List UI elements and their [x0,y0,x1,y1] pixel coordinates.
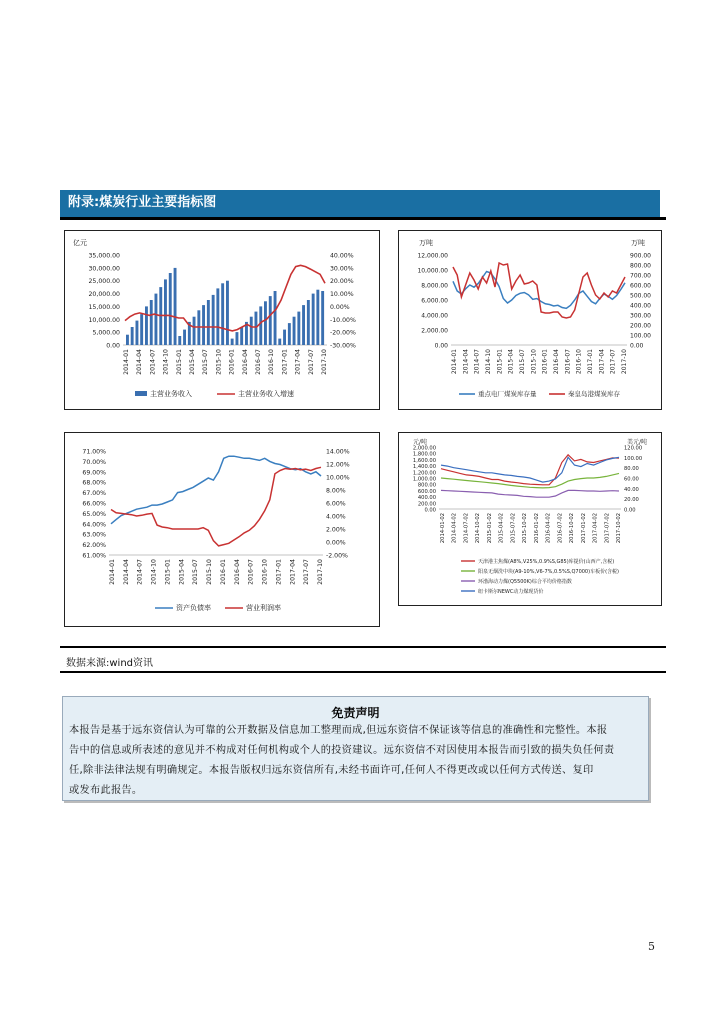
revenue-bar [145,306,148,345]
right-tick-label: 500.00 [630,292,651,300]
legend-label: 资产负债率 [176,604,211,612]
x-tick-label: 2014-07 [473,349,481,375]
right-tick-label: 30.00% [330,265,354,273]
right-axis-unit: 美元/吨 [626,439,647,446]
right-tick-label: 0.00 [624,507,636,514]
revenue-bar [302,305,305,345]
right-tick-label: -30.00% [330,342,356,350]
revenue-bar [164,279,167,345]
source-rule-bottom [60,671,666,673]
x-tick-label: 2016-04 [241,349,249,375]
left-tick-label: 70.00% [82,458,106,466]
x-tick-label: 2016-01 [228,349,236,375]
x-tick-label: 2014-01-02 [440,513,446,544]
revenue-bar [155,294,158,345]
right-tick-label: 600.00 [630,282,651,290]
left-tick-label: 200.00 [417,501,436,508]
revenue-bar [264,301,267,345]
revenue-bar [240,327,243,345]
right-tick-label: 800.00 [630,262,651,270]
revenue-bar [174,268,177,345]
left-tick-label: 65.00% [82,510,106,518]
x-tick-label: 2017-10 [321,349,328,375]
revenue-bar [131,327,134,345]
x-tick-label: 2017-10 [317,559,324,585]
right-tick-label: -2.00% [326,552,348,560]
x-tick-label: 2016-10 [575,349,583,375]
x-tick-label: 2015-01 [175,349,183,375]
revenue-bar [150,300,153,345]
revenue-bar [212,295,215,345]
left-tick-label: 30,000.00 [88,265,120,273]
disclaimer-line: 任,除非法律法规有明确规定。本报告版权归远东资信所有,未经书面许可,任何人不得更改或以任何方式传送、复印 [69,765,594,776]
legend-label: 天津港主焦煤(A8%,V25%,0.9%S,G85)库提价(山西产,含税) [478,559,615,565]
right-tick-label: 40.00 [624,486,639,493]
revenue-bar [221,283,224,345]
x-tick-label: 2014-04 [136,349,144,375]
left-tick-label: 600.00 [417,488,436,495]
revenue-bar [231,339,234,345]
left-tick-label: 63.00% [82,531,106,539]
revenue-bar [269,296,272,345]
x-tick-label: 2016-04-02 [545,513,552,544]
x-tick-label: 2017-01 [587,349,594,375]
left-tick-label: 62.00% [82,542,106,550]
left-tick-label: 69.00% [82,469,106,477]
x-tick-label: 2014-07 [136,559,144,585]
right-tick-label: 20.00 [624,497,639,504]
x-tick-label: 2014-01 [123,349,130,375]
left-tick-label: 5,000.00 [92,329,120,337]
left-tick-label: 2,000.00 [412,445,436,452]
inventory-chart-frame [398,230,662,410]
x-tick-label: 2016-04 [233,559,241,585]
left-axis-unit: 万吨 [419,239,433,247]
right-tick-label: 4.00% [326,513,346,521]
revenue-bar [183,330,186,345]
x-tick-label: 2014-04 [462,349,470,375]
legend-label: 环渤海动力煤(Q5500K)综合平均价格指数 [478,579,572,585]
left-tick-label: 35,000.00 [88,252,120,260]
series-line [453,263,625,318]
debt-profit-chart-frame [64,432,380,627]
legend-label: 主营业务收入 [150,390,192,398]
x-tick-label: 2015-07 [192,559,200,585]
left-tick-label: 12,000.00 [417,252,448,260]
legend-swatch-bar [135,391,147,396]
x-tick-label: 2017-07 [303,559,311,585]
right-tick-label: 0.00% [326,539,346,547]
revenue-bar [236,332,239,345]
left-tick-label: 0.00 [434,342,448,350]
page-number: 5 [648,940,655,953]
legend-label: 重点电厂煤炭库存量 [478,390,537,398]
x-tick-label: 2015-04 [178,559,186,585]
x-tick-label: 2016-10-02 [569,513,576,544]
revenue-bar [226,281,229,345]
left-tick-label: 66.00% [82,500,106,508]
x-tick-label: 2017-01-02 [580,513,587,544]
source-rule-top [60,646,666,648]
x-tick-label: 2016-10 [261,559,269,585]
x-tick-label: 2014-10 [162,349,170,375]
x-tick-label: 2016-07 [255,349,262,375]
x-tick-label: 2016-10 [268,349,276,375]
right-tick-label: 12.00% [326,461,350,469]
x-tick-label: 2017-04 [598,349,606,375]
x-tick-label: 2015-10 [215,349,223,375]
left-tick-label: 71.00% [82,448,106,456]
x-tick-label: 2017-07-02 [604,513,611,544]
x-tick-label: 2015-07-02 [510,513,517,544]
left-tick-label: 25,000.00 [88,278,120,286]
revenue-bar [216,288,219,345]
x-tick-label: 2014-04-02 [451,513,458,544]
right-tick-label: 0.00 [630,342,644,350]
x-tick-label: 2016-07 [247,559,255,585]
revenue-bar [178,336,181,345]
right-tick-label: 40.00% [330,252,354,260]
left-axis-unit: 元/吨 [413,439,428,446]
price-chart [399,433,661,605]
disclaimer-line: 告中的信息或所表述的意见并不构成对任何机构或个人的投资建议。远东资信不对因使用本报告而引致的损失负任何责 [69,745,615,756]
revenue-bar [259,306,262,345]
legend-label: 营业利润率 [246,604,281,612]
right-tick-label: 8.00% [326,487,346,495]
price-chart-frame [398,432,662,606]
x-tick-label: 2015-01 [496,349,504,375]
right-tick-label: 700.00 [630,272,651,280]
left-tick-label: 0.00 [424,507,436,514]
debt-profit-chart [65,433,379,626]
left-tick-label: 2,000.00 [421,327,448,335]
series-line [111,456,321,524]
revenue-bar [169,273,172,345]
inventory-chart [399,231,661,409]
x-tick-label: 2015-07 [519,349,526,375]
right-tick-label: 200.00 [630,322,651,330]
right-tick-label: 10.00% [330,291,354,299]
revenue-bar [288,323,291,345]
x-tick-label: 2014-10-02 [475,513,482,544]
left-tick-label: 1,800.00 [412,451,436,458]
right-tick-label: 100.00 [624,455,643,462]
revenue-bar [136,321,139,345]
left-tick-label: 1,000.00 [412,476,436,483]
x-tick-label: 2014-01 [109,559,116,585]
left-tick-label: 67.00% [82,490,106,498]
x-tick-label: 2014-07 [149,349,157,375]
left-tick-label: 15,000.00 [88,303,120,311]
right-tick-label: 80.00 [624,466,639,473]
disclaimer-title: 免责声明 [331,706,380,720]
x-tick-label: 2014-10 [485,349,492,375]
x-tick-label: 2016-01 [541,349,549,375]
revenue-bar [312,294,315,345]
x-tick-label: 2017-10 [621,349,628,375]
x-tick-label: 2017-07 [609,349,617,375]
x-tick-label: 2017-04 [294,349,302,375]
x-tick-label: 2015-04-02 [498,513,505,544]
x-tick-label: 2015-10 [530,349,538,375]
left-tick-label: 10,000.00 [417,267,448,275]
x-tick-label: 2015-10-02 [522,513,529,544]
revenue-bar [202,305,205,345]
left-tick-label: 1,400.00 [412,464,436,471]
revenue-bar [193,317,196,345]
revenue-bar [307,300,310,345]
revenue-bar [207,300,210,345]
revenue-bar [278,339,281,345]
series-line [441,490,619,497]
series-line [111,467,321,546]
revenue-bar [297,312,300,345]
x-tick-label: 2015-01-02 [486,513,493,544]
right-tick-label: 300.00 [630,312,651,320]
x-tick-label: 2016-01-02 [533,513,540,544]
left-tick-label: 1,200.00 [412,470,436,477]
legend-label: 秦皇岛港煤炭库存 [568,390,620,398]
revenue-bar [321,291,324,345]
x-tick-label: 2017-04-02 [592,513,599,544]
disclaimer-line: 或发布此报告。 [69,785,143,796]
right-axis-unit: 万吨 [631,239,645,247]
revenue-bar [140,314,143,345]
right-tick-label: 0.00% [330,303,350,311]
revenue-chart-frame [64,230,380,410]
left-tick-label: 61.00% [82,552,106,560]
right-tick-label: -20.00% [330,329,356,337]
revenue-bar [316,290,319,345]
left-tick-label: 64.00% [82,521,106,529]
x-tick-label: 2016-07 [564,349,572,375]
x-tick-label: 2014-01 [451,349,458,375]
legend-label: 纽卡斯尔NEWC动力煤现货价 [478,589,544,595]
disclaimer-line: 本报告是基于远东资信认为可靠的公开数据及信息加工整理而成,但远东资信不保证该等信息的准确性和完整性。本报 [69,725,608,736]
disclaimer-body [69,721,643,801]
revenue-bar [250,317,253,345]
data-source: 数据来源:wind资讯 [66,658,154,669]
x-tick-label: 2014-04 [122,559,130,585]
right-tick-label: 6.00% [326,500,346,508]
disclaimer-box [62,696,649,801]
x-tick-label: 2014-10 [150,559,158,585]
revenue-bar [293,317,296,345]
left-tick-label: 6,000.00 [421,297,448,305]
x-tick-label: 2016-04 [553,349,560,375]
right-tick-label: 60.00 [624,476,639,483]
revenue-bar [126,335,129,345]
x-tick-label: 2016-07-02 [557,513,564,544]
right-tick-label: 120.00 [624,445,643,452]
x-tick-label: 2015-04 [189,349,196,375]
right-tick-label: 2.00% [326,526,346,534]
legend-label: 阳泉无烟洗中块(A9-10%,V6-7%,0.5%S,Q7000)车板价(含税) [478,569,619,575]
x-tick-label: 2017-01 [281,349,289,375]
right-tick-label: 20.00% [330,278,354,286]
revenue-chart [65,231,379,409]
revenue-bar [255,312,258,345]
right-tick-label: -10.00% [330,316,356,324]
revenue-bar [283,330,286,345]
left-tick-label: 0.00 [106,342,120,350]
x-tick-label: 2015-10 [206,559,214,585]
left-tick-label: 10,000.00 [88,316,120,324]
x-tick-label: 2016-01 [219,559,227,585]
x-tick-label: 2015-07 [202,349,210,375]
x-tick-label: 2015-01 [164,559,172,585]
section-header-underline [60,217,666,220]
x-tick-label: 2017-10-02 [616,513,622,544]
revenue-bar [274,291,277,345]
left-tick-label: 4,000.00 [421,312,448,320]
legend-label: 主营业务收入增速 [238,390,294,398]
right-tick-label: 10.00% [326,474,350,482]
x-tick-label: 2017-04 [289,559,297,585]
left-axis-unit: 亿元 [73,239,87,247]
x-tick-label: 2014-07-02 [463,513,470,544]
x-tick-label: 2017-07 [307,349,315,375]
left-tick-label: 8,000.00 [421,282,448,290]
section-title: 附录:煤炭行业主要指标图 [68,195,217,210]
left-tick-label: 1,600.00 [412,457,436,464]
right-tick-label: 900.00 [630,252,651,260]
left-tick-label: 800.00 [417,482,436,489]
right-tick-label: 14.00% [326,448,350,456]
right-tick-label: 100.00 [630,332,651,340]
left-tick-label: 68.00% [82,479,106,487]
right-tick-label: 400.00 [630,302,651,310]
x-tick-label: 2015-04 [507,349,515,375]
left-tick-label: 400.00 [417,495,436,502]
x-tick-label: 2017-01 [275,559,283,585]
left-tick-label: 20,000.00 [88,291,120,299]
